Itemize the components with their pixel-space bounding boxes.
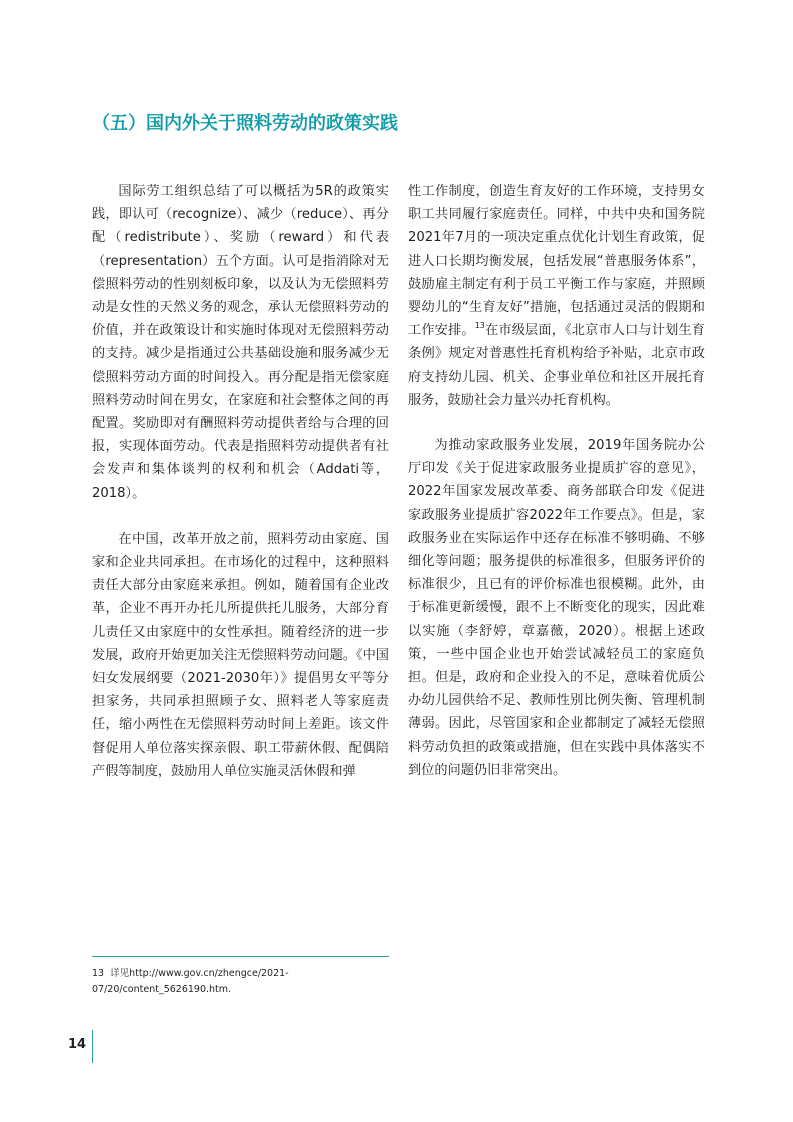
footnote-text: 详见http://www.gov.cn/zhengce/2021-07/20/content_5626190.htm. <box>92 968 289 995</box>
left-column <box>92 180 389 783</box>
footnote-number: 13 <box>92 968 105 979</box>
page-number: 14 <box>68 1037 87 1052</box>
footnote-divider <box>92 956 389 957</box>
right-column <box>408 180 705 782</box>
paragraph-5r-policy: 国际劳工组织总结了可以概括为5R的政策实践，即认可（recognize）、减少（reduce）、再分配（redistribute）、奖励（reward）和代表（representation）五个方面。认可是指消除对无偿照料劳动的性别刻板印象，以及认为无偿照料劳动是女性的天然义务的观念，承认无偿照料劳动的价值，并在政策设计和实施时体现对无偿照料劳动的支持。减少是指通过公共基础设施和服务减少无偿照料劳动方面的时间投入。再分配是指无偿家庭照料劳动时间在男女，在家庭和社会整体之间的再配置。奖励即对有酬照料劳动提供者给与合理的回报，实现体面劳动。代表是指照料劳动提供者有社会发声和集体谈判的权利和机会（Addati等，2018）。 <box>92 184 389 501</box>
page-number-divider <box>92 1030 93 1063</box>
footnote <box>92 966 389 998</box>
footnote-reference[interactable]: 13 <box>474 321 485 331</box>
paragraph-domestic-service: 为推动家政服务业发展，2019年国务院办公厅印发《关于促进家政服务业提质扩容的意见》，2022年国家发展改革委、商务部联合印发《促进家政服务业提质扩容2022年工作要点》。但是，家政服务业在实际运作中还存在标准不够明确、不够细化等问题；服务提供的标准很多，但服务评价的标准很少，且已有的评价标准也很模糊。此外，由于标准更新缓慢，跟不上不断变化的现实，因此难以实施（李舒婷，章嘉薇，2020）。根据上述政策，一些中国企业也开始尝试减轻员工的家庭负担。但是，政府和企业投入的不足，意味着优质公办幼儿园供给不足、教师性别比例失衡、管理机制薄弱。因此，尽管国家和企业都制定了减轻无偿照料劳动负担的政策或措施，但在实践中具体落实不到位的问题仍旧非常突出。 <box>408 438 705 778</box>
continuation-text-after-ref: 在市级层面，《北京市人口与计划生育条例》规定对普惠性托育机构给予补贴，北京市政府支持幼儿园、机关、企事业单位和社区开展托育服务，鼓励社会力量兴办托育机构。 <box>408 323 705 408</box>
continuation-text: 性工作制度，创造生育友好的工作环境，支持男女职工共同履行家庭责任。同样，中共中央和国务院2021年7月的一项决定重点优化计划生育政策，促进人口长期均衡发展，包括发展“普惠服务体系”，鼓励雇主制定有利于员工平衡工作与家庭，并照顾婴幼儿的“生育友好”措施，包括通过灵活的假期和工作安排。 <box>408 184 705 339</box>
paragraph-continuation <box>408 180 705 412</box>
paragraph-china-practice: 在中国，改革开放之前，照料劳动由家庭、国家和企业共同承担。在市场化的过程中，这种照料责任大部分由家庭来承担。例如，随着国有企业改革，企业不再开办托儿所提供托儿服务，大部分育儿责任又由家庭中的女性承担。随着经济的进一步发展，政府开始更加关注无偿照料劳动问题。《中国妇女发展纲要（2021-2030年）》提倡男女平等分担家务，共同承担照顾子女、照料老人等家庭责任，缩小两性在无偿照料劳动时间上差距。该文件督促用人单位落实探亲假、职工带薪休假、配偶陪产假等制度，鼓励用人单位实施灵活休假和弹 <box>92 531 389 779</box>
section-heading: （五）国内外关于照料劳动的政策实践 <box>92 113 398 134</box>
